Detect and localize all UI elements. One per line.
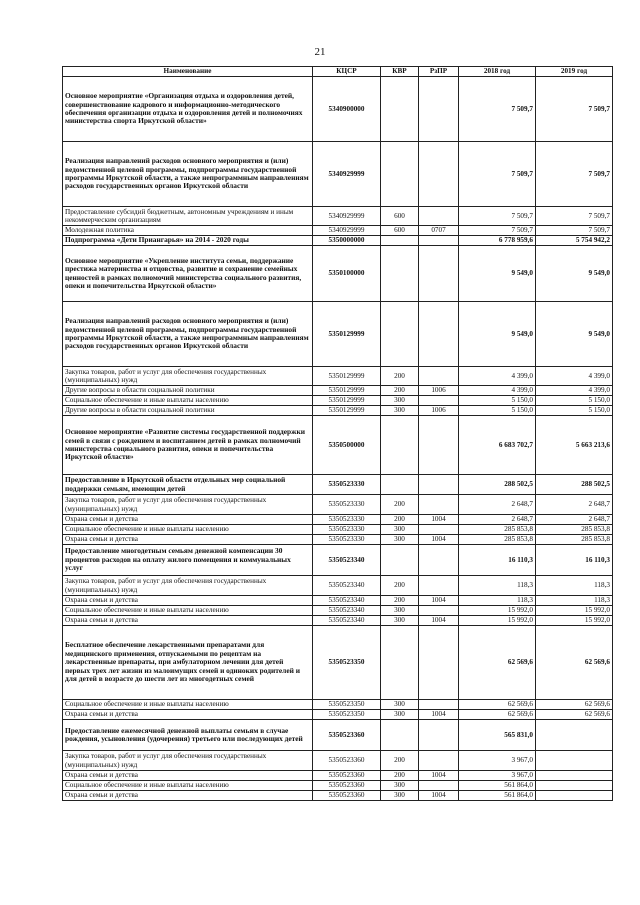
row-rzpr-cell — [419, 576, 459, 596]
row-name-cell: Закупка товаров, работ и услуг для обеспечения государственных (муниципальных) нужд — [63, 576, 313, 596]
row-2019-cell: 4 399,0 — [536, 386, 613, 396]
row-name-cell: Охрана семьи и детства — [63, 535, 313, 545]
table-row — [63, 710, 613, 720]
row-name-cell: Реализация направлений расходов основного мероприятия и (или) ведомственной целевой программы, подпрограммы государственной программы Иркутской области, а также непрограммным направлениям расходов государственных органов Иркутской области — [63, 142, 313, 207]
row-2018-cell: 4 399,0 — [459, 386, 536, 396]
row-rzpr-cell — [419, 525, 459, 535]
row-kvr-cell: 600 — [381, 207, 419, 226]
row-kcsr-cell: 5350523340 — [313, 576, 381, 596]
row-2018-cell: 7 509,7 — [459, 226, 536, 236]
row-rzpr-cell — [419, 142, 459, 207]
row-kvr-cell — [381, 475, 419, 495]
budget-table — [62, 66, 613, 801]
row-2018-cell: 6 778 959,6 — [459, 236, 536, 246]
row-rzpr-cell: 1004 — [419, 535, 459, 545]
row-name-cell: Реализация направлений расходов основного мероприятия и (или) ведомственной целевой программы, подпрограммы государственной программы Иркутской области, а также непрограммным направлениям расходов государственных органов Иркутской области — [63, 302, 313, 367]
row-kcsr-cell: 5340929999 — [313, 207, 381, 226]
row-rzpr-cell — [419, 495, 459, 515]
table-row — [63, 367, 613, 386]
row-name-cell: Охрана семьи и детства — [63, 616, 313, 626]
row-name-cell: Закупка товаров, работ и услуг для обеспечения государственных (муниципальных) нужд — [63, 751, 313, 771]
row-rzpr-cell: 1004 — [419, 596, 459, 606]
row-kvr-cell — [381, 77, 419, 142]
row-2019-cell: 5 150,0 — [536, 406, 613, 416]
row-kcsr-cell: 5340929999 — [313, 142, 381, 207]
row-kvr-cell: 200 — [381, 515, 419, 525]
row-2018-cell: 6 683 702,7 — [459, 416, 536, 475]
row-2019-cell: 2 648,7 — [536, 495, 613, 515]
row-rzpr-cell — [419, 416, 459, 475]
row-rzpr-cell: 1004 — [419, 616, 459, 626]
row-2018-cell: 5 150,0 — [459, 396, 536, 406]
row-rzpr-cell: 1006 — [419, 406, 459, 416]
row-2019-cell: 7 509,7 — [536, 207, 613, 226]
row-kvr-cell: 200 — [381, 751, 419, 771]
row-2019-cell — [536, 751, 613, 771]
row-kcsr-cell: 5350523340 — [313, 596, 381, 606]
table-row — [63, 475, 613, 495]
row-2019-cell: 118,3 — [536, 576, 613, 596]
table-row — [63, 77, 613, 142]
row-2018-cell: 62 569,6 — [459, 700, 536, 710]
column-header-kvr: КВР — [381, 67, 419, 77]
row-rzpr-cell — [419, 367, 459, 386]
row-2018-cell: 7 509,7 — [459, 207, 536, 226]
row-kcsr-cell: 5340900000 — [313, 77, 381, 142]
row-kvr-cell: 300 — [381, 791, 419, 801]
row-kcsr-cell: 5350523330 — [313, 475, 381, 495]
row-2018-cell: 62 569,6 — [459, 626, 536, 700]
row-name-cell: Подпрограмма «Дети Приангарья» на 2014 - 2020 годы — [63, 236, 313, 246]
row-name-cell: Охрана семьи и детства — [63, 515, 313, 525]
column-header-2019: 2019 год — [536, 67, 613, 77]
table-row — [63, 576, 613, 596]
row-2018-cell: 7 509,7 — [459, 142, 536, 207]
column-header-2018: 2018 год — [459, 67, 536, 77]
row-kcsr-cell: 5350129999 — [313, 367, 381, 386]
row-rzpr-cell — [419, 545, 459, 576]
row-name-cell: Охрана семьи и детства — [63, 771, 313, 781]
row-2018-cell: 565 831,0 — [459, 720, 536, 751]
row-name-cell: Охрана семьи и детства — [63, 710, 313, 720]
row-2019-cell: 9 549,0 — [536, 246, 613, 302]
table-row — [63, 545, 613, 576]
table-row — [63, 495, 613, 515]
row-name-cell: Закупка товаров, работ и услуг для обеспечения государственных (муниципальных) нужд — [63, 495, 313, 515]
row-2018-cell: 62 569,6 — [459, 710, 536, 720]
row-rzpr-cell — [419, 475, 459, 495]
row-2019-cell: 5 663 213,6 — [536, 416, 613, 475]
table-row — [63, 226, 613, 236]
table-row — [63, 142, 613, 207]
table-row — [63, 525, 613, 535]
row-kcsr-cell: 5350523330 — [313, 495, 381, 515]
row-2019-cell — [536, 791, 613, 801]
table-header-row — [63, 67, 613, 77]
row-name-cell: Охрана семьи и детства — [63, 791, 313, 801]
row-2018-cell: 5 150,0 — [459, 406, 536, 416]
row-2018-cell: 2 648,7 — [459, 515, 536, 525]
table-row — [63, 596, 613, 606]
page-number: 21 — [314, 46, 326, 58]
row-kvr-cell: 300 — [381, 535, 419, 545]
row-2019-cell: 285 853,8 — [536, 535, 613, 545]
row-kcsr-cell: 5350500000 — [313, 416, 381, 475]
row-kcsr-cell: 5350523360 — [313, 781, 381, 791]
row-rzpr-cell — [419, 626, 459, 700]
row-kvr-cell: 300 — [381, 710, 419, 720]
table-row — [63, 781, 613, 791]
row-rzpr-cell — [419, 720, 459, 751]
row-kcsr-cell: 5350523330 — [313, 535, 381, 545]
row-rzpr-cell — [419, 700, 459, 710]
row-2018-cell: 561 864,0 — [459, 781, 536, 791]
row-rzpr-cell — [419, 207, 459, 226]
row-2019-cell: 16 110,3 — [536, 545, 613, 576]
row-2019-cell: 7 509,7 — [536, 142, 613, 207]
row-kvr-cell: 200 — [381, 771, 419, 781]
row-rzpr-cell: 1004 — [419, 515, 459, 525]
table-row — [63, 606, 613, 616]
table-row — [63, 751, 613, 771]
row-2018-cell: 4 399,0 — [459, 367, 536, 386]
table-body — [63, 77, 613, 801]
row-rzpr-cell — [419, 781, 459, 791]
table-row — [63, 236, 613, 246]
row-kcsr-cell: 5350523350 — [313, 626, 381, 700]
row-name-cell: Основное мероприятие «Развитие системы государственной поддержки семей в связи с рождением и воспитанием детей в рамках полномочий министерства социального развития, опеки и попечительства Иркутской области» — [63, 416, 313, 475]
row-2019-cell: 288 502,5 — [536, 475, 613, 495]
row-rzpr-cell — [419, 236, 459, 246]
row-kcsr-cell: 5350129999 — [313, 386, 381, 396]
row-name-cell: Основное мероприятие «Укрепление института семьи, поддержание престижа материнства и отцовства, развитие и сохранение семейных ценностей в рамках полномочий министерства социального развития, опеки и попечительства Иркутской области» — [63, 246, 313, 302]
table-row — [63, 771, 613, 781]
table-row — [63, 386, 613, 396]
row-2018-cell: 3 967,0 — [459, 751, 536, 771]
row-2019-cell: 118,3 — [536, 596, 613, 606]
row-kcsr-cell: 5350129999 — [313, 396, 381, 406]
row-2018-cell: 15 992,0 — [459, 606, 536, 616]
row-rzpr-cell — [419, 751, 459, 771]
row-rzpr-cell: 1004 — [419, 710, 459, 720]
row-kcsr-cell: 5350523350 — [313, 700, 381, 710]
column-header-rzpr: РзПР — [419, 67, 459, 77]
row-kvr-cell — [381, 626, 419, 700]
table-row — [63, 207, 613, 226]
row-name-cell: Основное мероприятие «Организация отдыха и оздоровления детей, совершенствование кадрового и информационно-методического обеспечения организации отдыха и оздоровления детей и полномочиях министерства спорта Иркутской области» — [63, 77, 313, 142]
row-kvr-cell — [381, 545, 419, 576]
row-rzpr-cell — [419, 606, 459, 616]
row-name-cell: Предоставление субсидий бюджетным, автономным учреждениям и иным некоммерческим организациям — [63, 207, 313, 226]
table-row — [63, 535, 613, 545]
row-2018-cell: 7 509,7 — [459, 77, 536, 142]
row-2018-cell: 288 502,5 — [459, 475, 536, 495]
row-kcsr-cell: 5350523360 — [313, 771, 381, 781]
row-2019-cell: 15 992,0 — [536, 606, 613, 616]
table-row — [63, 416, 613, 475]
row-2018-cell: 285 853,8 — [459, 525, 536, 535]
row-2018-cell: 561 864,0 — [459, 791, 536, 801]
row-2019-cell: 62 569,6 — [536, 626, 613, 700]
row-name-cell: Охрана семьи и детства — [63, 596, 313, 606]
row-kcsr-cell: 5350523350 — [313, 710, 381, 720]
row-kcsr-cell: 5350129999 — [313, 302, 381, 367]
row-2019-cell: 9 549,0 — [536, 302, 613, 367]
row-name-cell: Предоставление многодетным семьям денежной компенсации 30 процентов расходов на оплату жилого помещения и коммунальных услуг — [63, 545, 313, 576]
row-name-cell: Социальное обеспечение и иные выплаты населению — [63, 781, 313, 791]
column-header-name: Наименование — [63, 67, 313, 77]
row-kvr-cell — [381, 416, 419, 475]
row-2019-cell — [536, 781, 613, 791]
row-name-cell: Предоставление в Иркутской области отдельных мер социальной поддержки семьям, имеющим детей — [63, 475, 313, 495]
column-header-kcsr: КЦСР — [313, 67, 381, 77]
row-kvr-cell: 200 — [381, 495, 419, 515]
row-name-cell: Другие вопросы в области социальной политики — [63, 386, 313, 396]
table-row — [63, 396, 613, 406]
row-rzpr-cell — [419, 396, 459, 406]
row-name-cell: Закупка товаров, работ и услуг для обеспечения государственных (муниципальных) нужд — [63, 367, 313, 386]
table-row — [63, 616, 613, 626]
row-rzpr-cell: 1004 — [419, 771, 459, 781]
row-2019-cell: 5 754 942,2 — [536, 236, 613, 246]
row-kcsr-cell: 5350523360 — [313, 791, 381, 801]
row-2018-cell: 118,3 — [459, 596, 536, 606]
row-name-cell: Социальное обеспечение и иные выплаты населению — [63, 700, 313, 710]
row-name-cell: Социальное обеспечение и иные выплаты населению — [63, 525, 313, 535]
row-2019-cell: 2 648,7 — [536, 515, 613, 525]
row-kcsr-cell: 5340929999 — [313, 226, 381, 236]
row-kvr-cell: 300 — [381, 700, 419, 710]
row-kvr-cell: 300 — [381, 606, 419, 616]
row-kvr-cell — [381, 236, 419, 246]
row-2019-cell: 62 569,6 — [536, 710, 613, 720]
row-2019-cell: 62 569,6 — [536, 700, 613, 710]
row-kcsr-cell: 5350523340 — [313, 545, 381, 576]
row-2018-cell: 16 110,3 — [459, 545, 536, 576]
row-kcsr-cell: 5350523340 — [313, 616, 381, 626]
row-kvr-cell: 200 — [381, 596, 419, 606]
row-2019-cell: 5 150,0 — [536, 396, 613, 406]
row-2018-cell: 3 967,0 — [459, 771, 536, 781]
row-kvr-cell — [381, 720, 419, 751]
table-row — [63, 700, 613, 710]
row-2019-cell: 285 853,8 — [536, 525, 613, 535]
row-2018-cell: 118,3 — [459, 576, 536, 596]
table-row — [63, 720, 613, 751]
row-rzpr-cell — [419, 246, 459, 302]
row-kcsr-cell: 5350100000 — [313, 246, 381, 302]
row-2018-cell: 2 648,7 — [459, 495, 536, 515]
row-rzpr-cell — [419, 77, 459, 142]
row-kcsr-cell: 5350523360 — [313, 720, 381, 751]
row-name-cell: Социальное обеспечение и иные выплаты населению — [63, 396, 313, 406]
row-kvr-cell: 200 — [381, 576, 419, 596]
row-2018-cell: 9 549,0 — [459, 302, 536, 367]
row-kcsr-cell: 5350523340 — [313, 606, 381, 616]
row-2018-cell: 9 549,0 — [459, 246, 536, 302]
row-2019-cell: 7 509,7 — [536, 77, 613, 142]
row-kcsr-cell: 5350523330 — [313, 515, 381, 525]
row-name-cell: Другие вопросы в области социальной политики — [63, 406, 313, 416]
row-rzpr-cell: 1006 — [419, 386, 459, 396]
row-rzpr-cell: 1004 — [419, 791, 459, 801]
row-kcsr-cell: 5350129999 — [313, 406, 381, 416]
table-row — [63, 406, 613, 416]
row-2019-cell — [536, 720, 613, 751]
row-2019-cell: 4 399,0 — [536, 367, 613, 386]
row-name-cell: Предоставление ежемесячной денежной выплаты семьям в случае рождения, усыновления (удочерения) третьего или последующих детей — [63, 720, 313, 751]
row-2019-cell: 15 992,0 — [536, 616, 613, 626]
row-kcsr-cell: 5350523330 — [313, 525, 381, 535]
row-kvr-cell — [381, 246, 419, 302]
row-kvr-cell: 300 — [381, 396, 419, 406]
row-kcsr-cell: 5350523360 — [313, 751, 381, 771]
row-2019-cell — [536, 771, 613, 781]
row-kvr-cell: 600 — [381, 226, 419, 236]
row-name-cell: Молодежная политика — [63, 226, 313, 236]
row-kvr-cell: 200 — [381, 386, 419, 396]
row-2019-cell: 7 509,7 — [536, 226, 613, 236]
row-2018-cell: 15 992,0 — [459, 616, 536, 626]
row-kvr-cell — [381, 302, 419, 367]
table-row — [63, 791, 613, 801]
row-name-cell: Социальное обеспечение и иные выплаты населению — [63, 606, 313, 616]
row-rzpr-cell — [419, 302, 459, 367]
row-kvr-cell: 300 — [381, 781, 419, 791]
table-row — [63, 246, 613, 302]
row-kvr-cell: 200 — [381, 367, 419, 386]
row-2018-cell: 285 853,8 — [459, 535, 536, 545]
row-kvr-cell — [381, 142, 419, 207]
row-kcsr-cell: 5350000000 — [313, 236, 381, 246]
table-row — [63, 302, 613, 367]
row-name-cell: Бесплатное обеспечение лекарственными препаратами для медицинского применения, отпускаемыми по рецептам на лекарственные препараты, при амбулаторном лечении для детей первых трех лет жизни из малоимущих семей и одиноких родителей и для детей в возрасте до шести лет из многодетных семей — [63, 626, 313, 700]
table-row — [63, 626, 613, 700]
row-kvr-cell: 300 — [381, 616, 419, 626]
table-row — [63, 515, 613, 525]
row-kvr-cell: 300 — [381, 525, 419, 535]
row-kvr-cell: 300 — [381, 406, 419, 416]
row-rzpr-cell: 0707 — [419, 226, 459, 236]
